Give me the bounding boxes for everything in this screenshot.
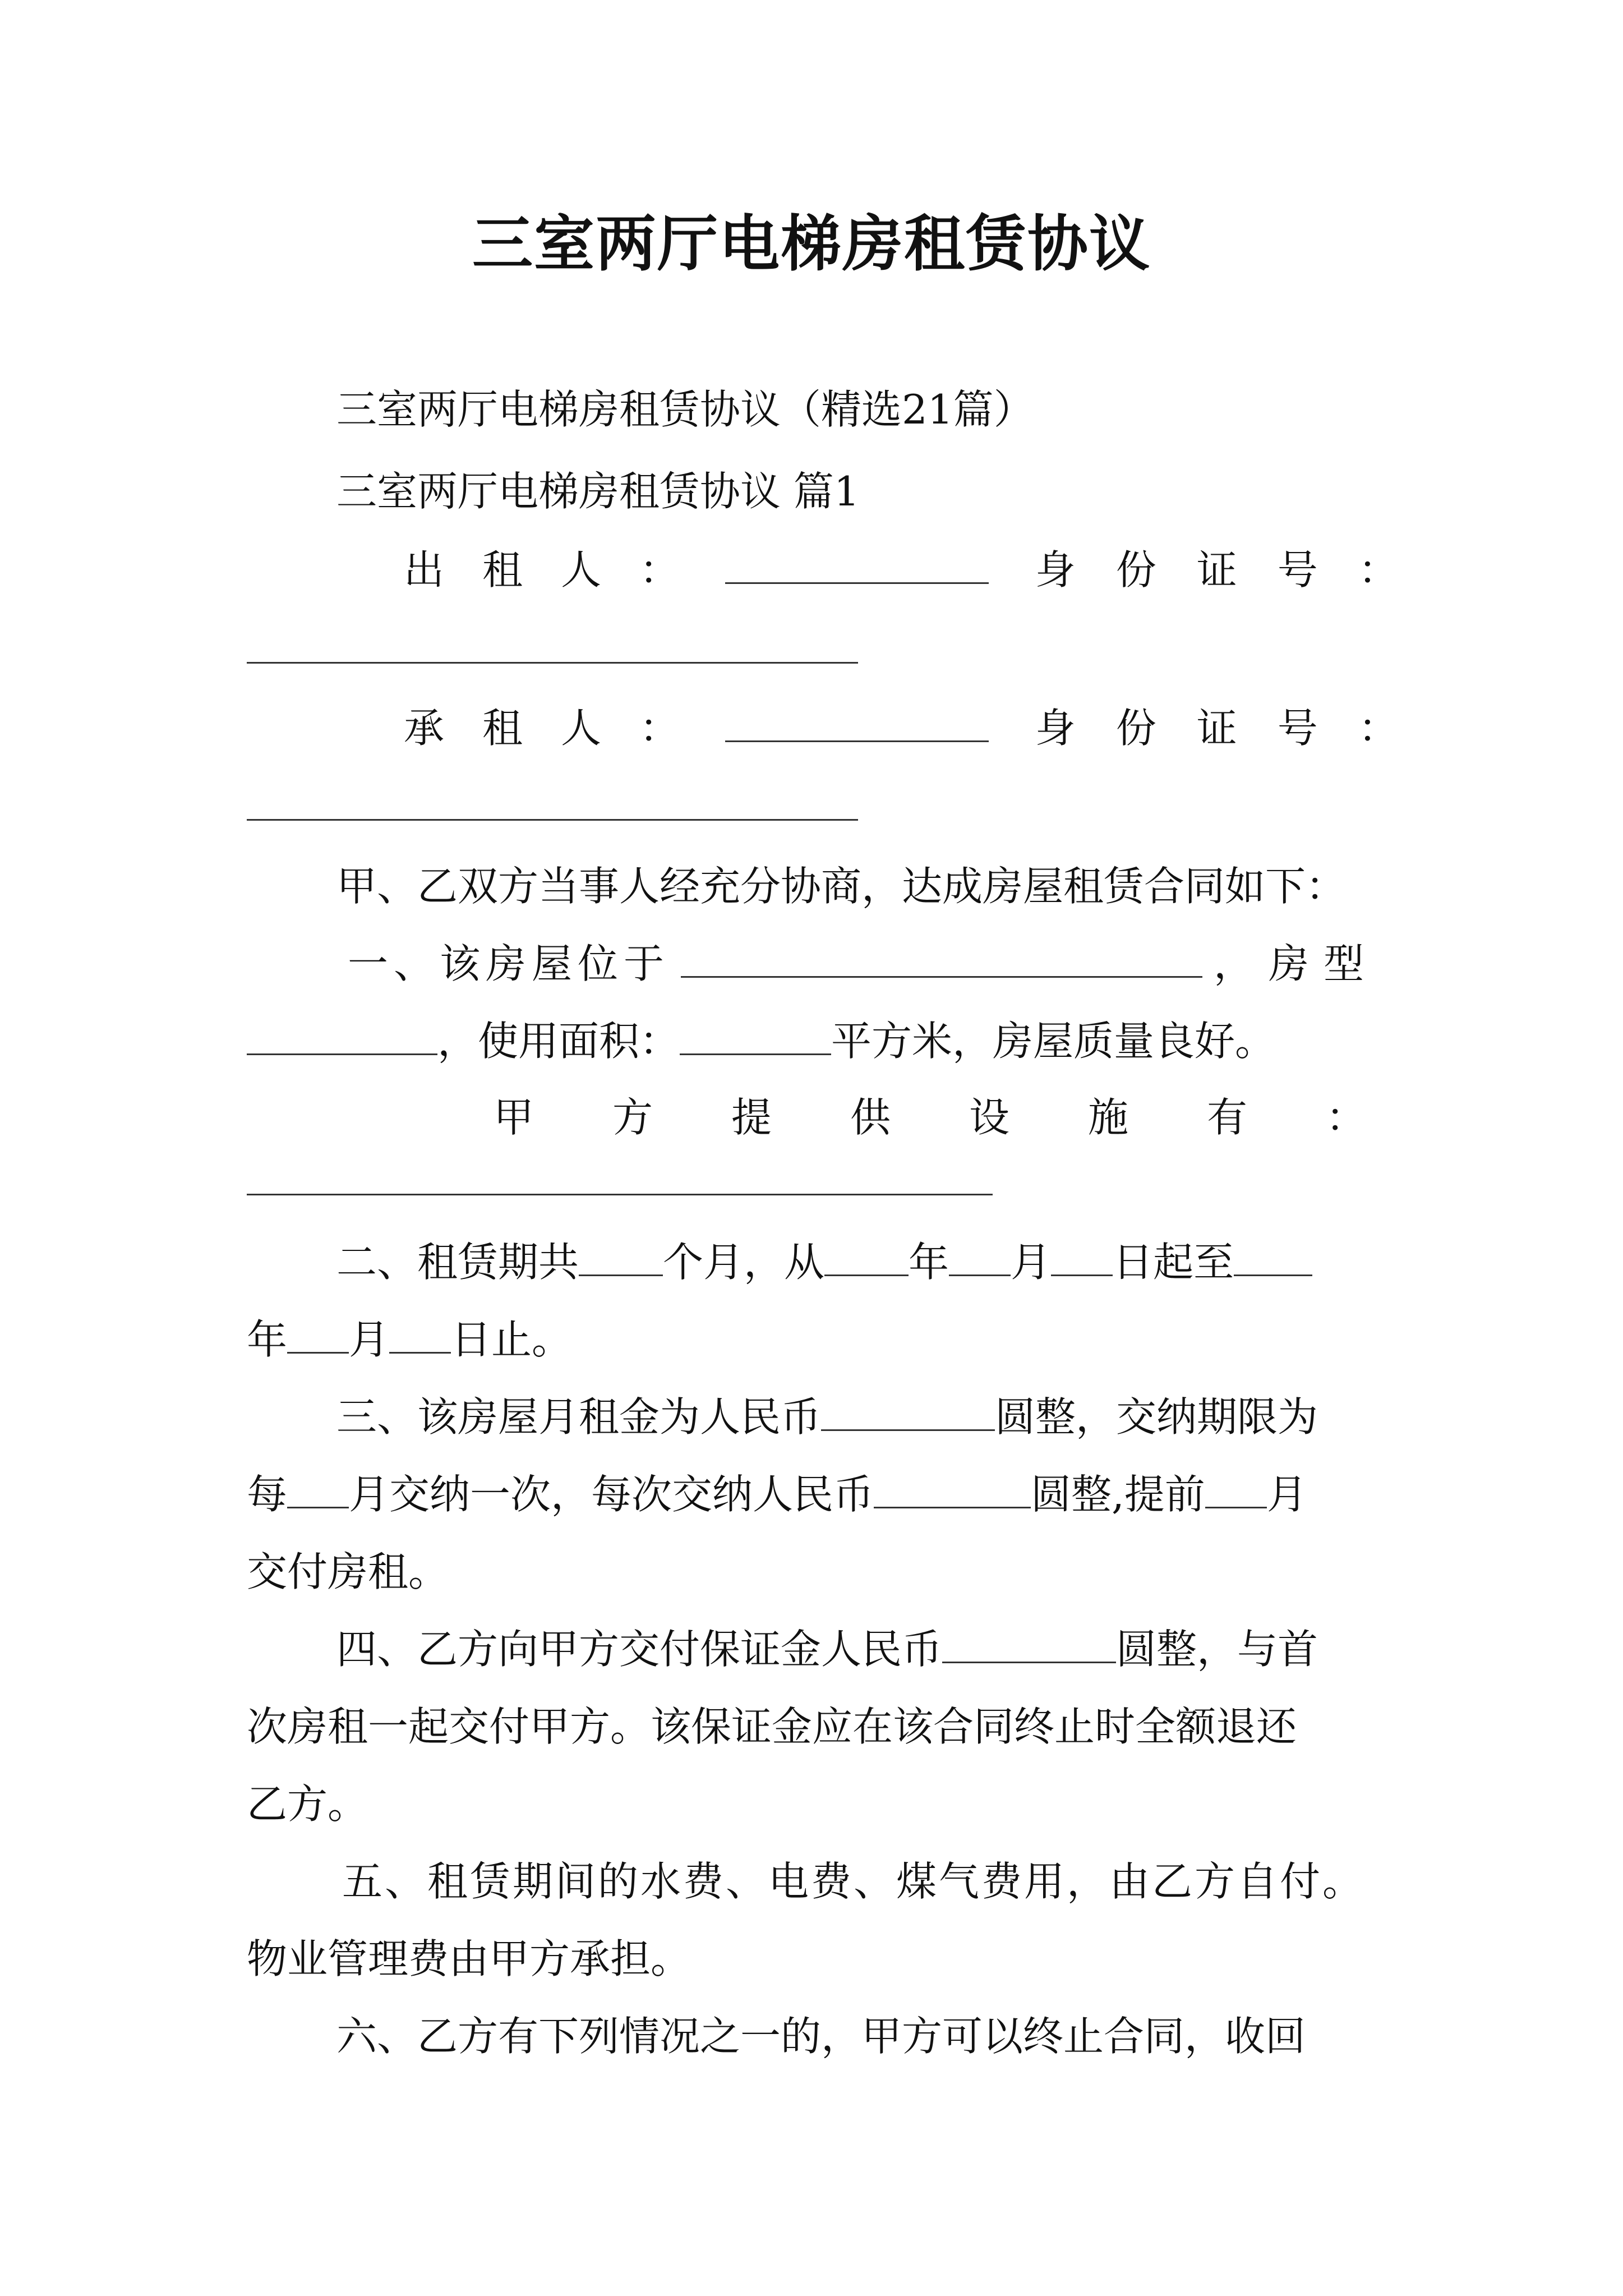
end-month-blank[interactable] — [287, 1318, 349, 1354]
pay-interval-blank[interactable] — [287, 1473, 349, 1508]
clause3-rent-label: 三、该房屋月租金为人民币 — [336, 1393, 822, 1441]
clause3-line3: 交付房租。 — [247, 1548, 449, 1595]
location-blank[interactable] — [681, 942, 1202, 978]
lessee-id-label: 身份证号： — [1035, 705, 1439, 752]
clause3-every-label: 每 — [247, 1471, 288, 1518]
clause2-month-label-2: 月 — [349, 1316, 390, 1363]
clause5-line1: 五、租赁期间的水费、电费、煤气费用，由乙方自付。 — [342, 1858, 1366, 1905]
subtitle: 三室两厅电梯房租赁协议（精选21篇） — [336, 386, 1034, 433]
lessee-label: 承租人： — [404, 705, 718, 752]
clause3-line1 — [336, 1389, 1481, 1445]
advance-blank[interactable] — [1205, 1473, 1267, 1508]
clause2-line2 — [247, 1312, 1391, 1368]
lessee-id-blank[interactable] — [247, 819, 858, 821]
clause2-from-label: 个月，从 — [663, 1239, 825, 1286]
area-blank[interactable] — [680, 1020, 831, 1055]
installment-blank[interactable] — [874, 1473, 1031, 1508]
clause3-period-label: 圆整，交纳期限为 — [995, 1393, 1318, 1441]
clause2-line1 — [336, 1234, 1481, 1290]
end-day-blank[interactable] — [389, 1318, 451, 1354]
chapter-heading: 三室两厅电梯房租赁协议 篇1 — [336, 468, 860, 515]
clause4-line1 — [336, 1621, 1481, 1677]
clause6-line1: 六、乙方有下列情况之一的，甲方可以终止合同，收回 — [336, 2013, 1306, 2060]
deposit-blank[interactable] — [942, 1628, 1116, 1663]
lessee-name-blank[interactable] — [725, 707, 989, 742]
layout-blank[interactable] — [247, 1020, 437, 1055]
end-year-blank[interactable] — [1234, 1241, 1312, 1276]
clause2-year-label: 年 — [909, 1239, 949, 1286]
clause4-line3: 乙方。 — [247, 1780, 368, 1828]
lessor-row — [404, 542, 1439, 598]
intro-text: 甲、乙双方当事人经充分协商，达成房屋租赁合同如下： — [336, 863, 1347, 910]
lessor-label: 出租人： — [404, 546, 718, 593]
clause2-until-label: 日起至 — [1113, 1239, 1234, 1286]
lessor-id-label: 身份证号： — [1035, 546, 1439, 593]
facilities-blank[interactable] — [247, 1194, 993, 1195]
clause4-deposit-label: 四、乙方向甲方交付保证金人民币 — [336, 1626, 943, 1673]
clause1-area-unit: 平方米，房屋质量良好。 — [831, 1018, 1276, 1065]
clause2-year-label-2: 年 — [247, 1316, 288, 1363]
clause2-month-label: 月 — [1011, 1239, 1052, 1286]
clause4-line2: 次房租一起交付甲方。该保证金应在该合同终止时全额退还 — [247, 1703, 1297, 1750]
document-title: 三室两厅电梯房租赁协议 — [472, 209, 1151, 279]
clause4-tail-label: 圆整，与首 — [1116, 1626, 1318, 1673]
facilities-label: 甲方提供设施有： — [494, 1094, 1445, 1141]
clause1-location-label: 一、该房屋位于 — [348, 940, 670, 987]
clause3-installment-label: 月交纳一次，每次交纳人民币 — [349, 1471, 874, 1518]
start-year-blank[interactable] — [824, 1241, 909, 1276]
start-month-blank[interactable] — [949, 1241, 1011, 1276]
clause2-term-label: 二、租赁期共 — [336, 1239, 579, 1286]
clause3-advance-label: 圆整,提前 — [1031, 1471, 1205, 1518]
clause1-area-label: ，使用面积： — [437, 1018, 680, 1065]
clause3-line2 — [247, 1466, 1391, 1522]
clause1-line1 — [348, 936, 1391, 992]
clause1-line2 — [247, 1013, 1391, 1069]
lessor-id-blank[interactable] — [247, 662, 858, 664]
lessor-name-blank[interactable] — [725, 549, 989, 584]
clause1-layout-label: ，房型 — [1214, 940, 1379, 987]
start-day-blank[interactable] — [1051, 1241, 1113, 1276]
rent-blank[interactable] — [821, 1396, 995, 1431]
clause5-line2: 物业管理费由甲方承担。 — [247, 1935, 691, 1982]
clause2-end-label: 日止。 — [451, 1316, 573, 1363]
lessee-row — [404, 700, 1439, 756]
clause3-month-label: 月 — [1266, 1471, 1307, 1518]
months-blank[interactable] — [579, 1241, 663, 1276]
